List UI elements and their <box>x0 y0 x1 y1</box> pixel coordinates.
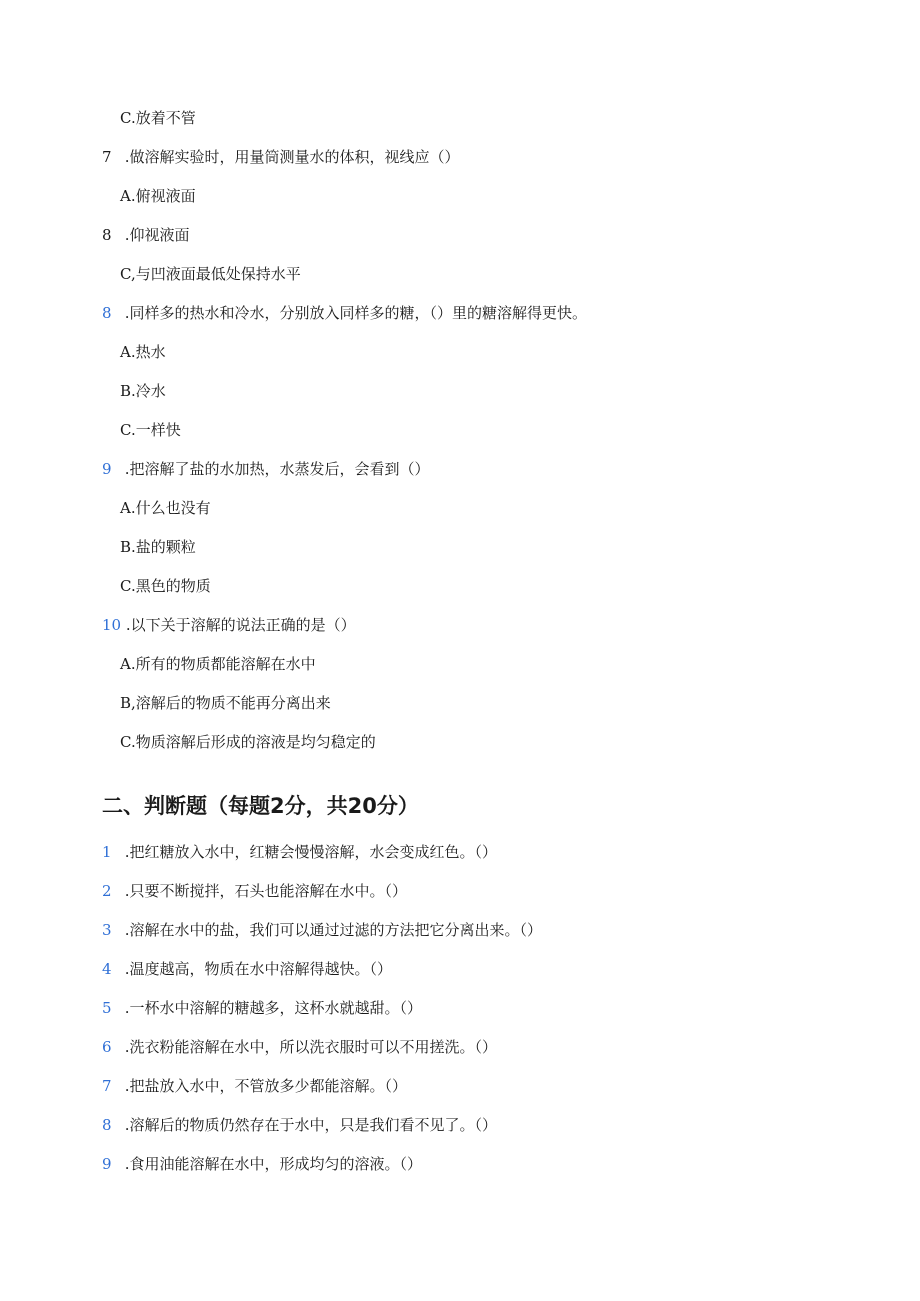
question-line <box>102 459 430 479</box>
option-text: B.冷水 <box>120 382 166 400</box>
item-number: 7 <box>102 1077 112 1095</box>
question-line <box>102 225 190 245</box>
question-number: 9 <box>102 460 112 478</box>
question-text: .仰视液面 <box>120 226 190 244</box>
item-text: .把红糖放入水中，红糖会慢慢溶解，水会变成红色。（） <box>120 843 498 861</box>
item-number: 4 <box>102 960 112 978</box>
item-number: 5 <box>102 999 112 1017</box>
judgement-item <box>102 842 497 862</box>
question-line <box>102 615 356 635</box>
option-text: C.一样快 <box>120 421 181 439</box>
item-text: .溶解后的物质仍然存在于水中，只是我们看不见了。（） <box>120 1116 498 1134</box>
item-text: .只要不断搅拌，石头也能溶解在水中。（） <box>120 882 408 900</box>
item-number: 3 <box>102 921 112 939</box>
option-text: C.物质溶解后形成的溶液是均匀稳定的 <box>120 733 376 751</box>
option-line <box>102 654 316 674</box>
question-number: 10 <box>102 616 122 634</box>
option-text: C,与凹液面最低处保持水平 <box>120 265 301 283</box>
option-line <box>102 576 211 596</box>
item-text: .温度越高，物质在水中溶解得越快。（） <box>120 960 393 978</box>
judgement-item <box>102 920 542 940</box>
option-line <box>102 498 211 518</box>
judgement-item <box>102 959 392 979</box>
item-text: .食用油能溶解在水中，形成均匀的溶液。（） <box>120 1155 423 1173</box>
option-text: C.放着不管 <box>120 109 196 127</box>
option-text: A.热水 <box>120 343 166 361</box>
question-text: .做溶解实验时，用量筒测量水的体积，视线应（） <box>120 148 460 166</box>
option-line <box>102 264 301 284</box>
option-text: B,溶解后的物质不能再分离出来 <box>120 694 331 712</box>
judgement-item <box>102 998 422 1018</box>
option-text: B.盐的颗粒 <box>120 538 196 556</box>
item-number: 2 <box>102 882 112 900</box>
option-line <box>102 420 181 440</box>
option-text: C.黑色的物质 <box>120 577 211 595</box>
option-line <box>102 732 376 752</box>
judgement-item <box>102 1076 407 1096</box>
item-text: .一杯水中溶解的糖越多，这杯水就越甜。（） <box>120 999 423 1017</box>
judgement-item <box>102 1115 497 1135</box>
option-text: A.什么也没有 <box>120 499 211 517</box>
judgement-item <box>102 1154 422 1174</box>
item-number: 8 <box>102 1116 112 1134</box>
option-text: A.俯视液面 <box>120 187 196 205</box>
item-text: .洗衣粉能溶解在水中，所以洗衣服时可以不用搓洗。（） <box>120 1038 498 1056</box>
judgement-item <box>102 1037 497 1057</box>
question-text: .把溶解了盐的水加热，水蒸发后，会看到（） <box>120 460 430 478</box>
question-number: 8 <box>102 304 112 322</box>
option-line <box>102 537 196 557</box>
item-number: 9 <box>102 1155 112 1173</box>
section-heading: 二、判断题（每题2分，共20分） <box>102 794 419 818</box>
item-number: 1 <box>102 843 112 861</box>
judgement-item <box>102 881 407 901</box>
option-line <box>102 381 166 401</box>
question-text: .以下关于溶解的说法正确的是（） <box>121 616 356 634</box>
option-text: A.所有的物质都能溶解在水中 <box>120 655 316 673</box>
option-line <box>102 186 196 206</box>
question-line <box>102 303 587 323</box>
question-number: 8 <box>102 226 112 244</box>
question-text: .同样多的热水和冷水，分别放入同样多的糖，（）里的糖溶解得更快。 <box>120 304 588 322</box>
item-text: .把盐放入水中，不管放多少都能溶解。（） <box>120 1077 408 1095</box>
option-line <box>102 693 331 713</box>
question-line <box>102 147 460 167</box>
option-line <box>102 342 166 362</box>
option-line <box>102 108 196 128</box>
item-number: 6 <box>102 1038 112 1056</box>
item-text: .溶解在水中的盐，我们可以通过过滤的方法把它分离出来。（） <box>120 921 543 939</box>
question-number: 7 <box>102 148 112 166</box>
